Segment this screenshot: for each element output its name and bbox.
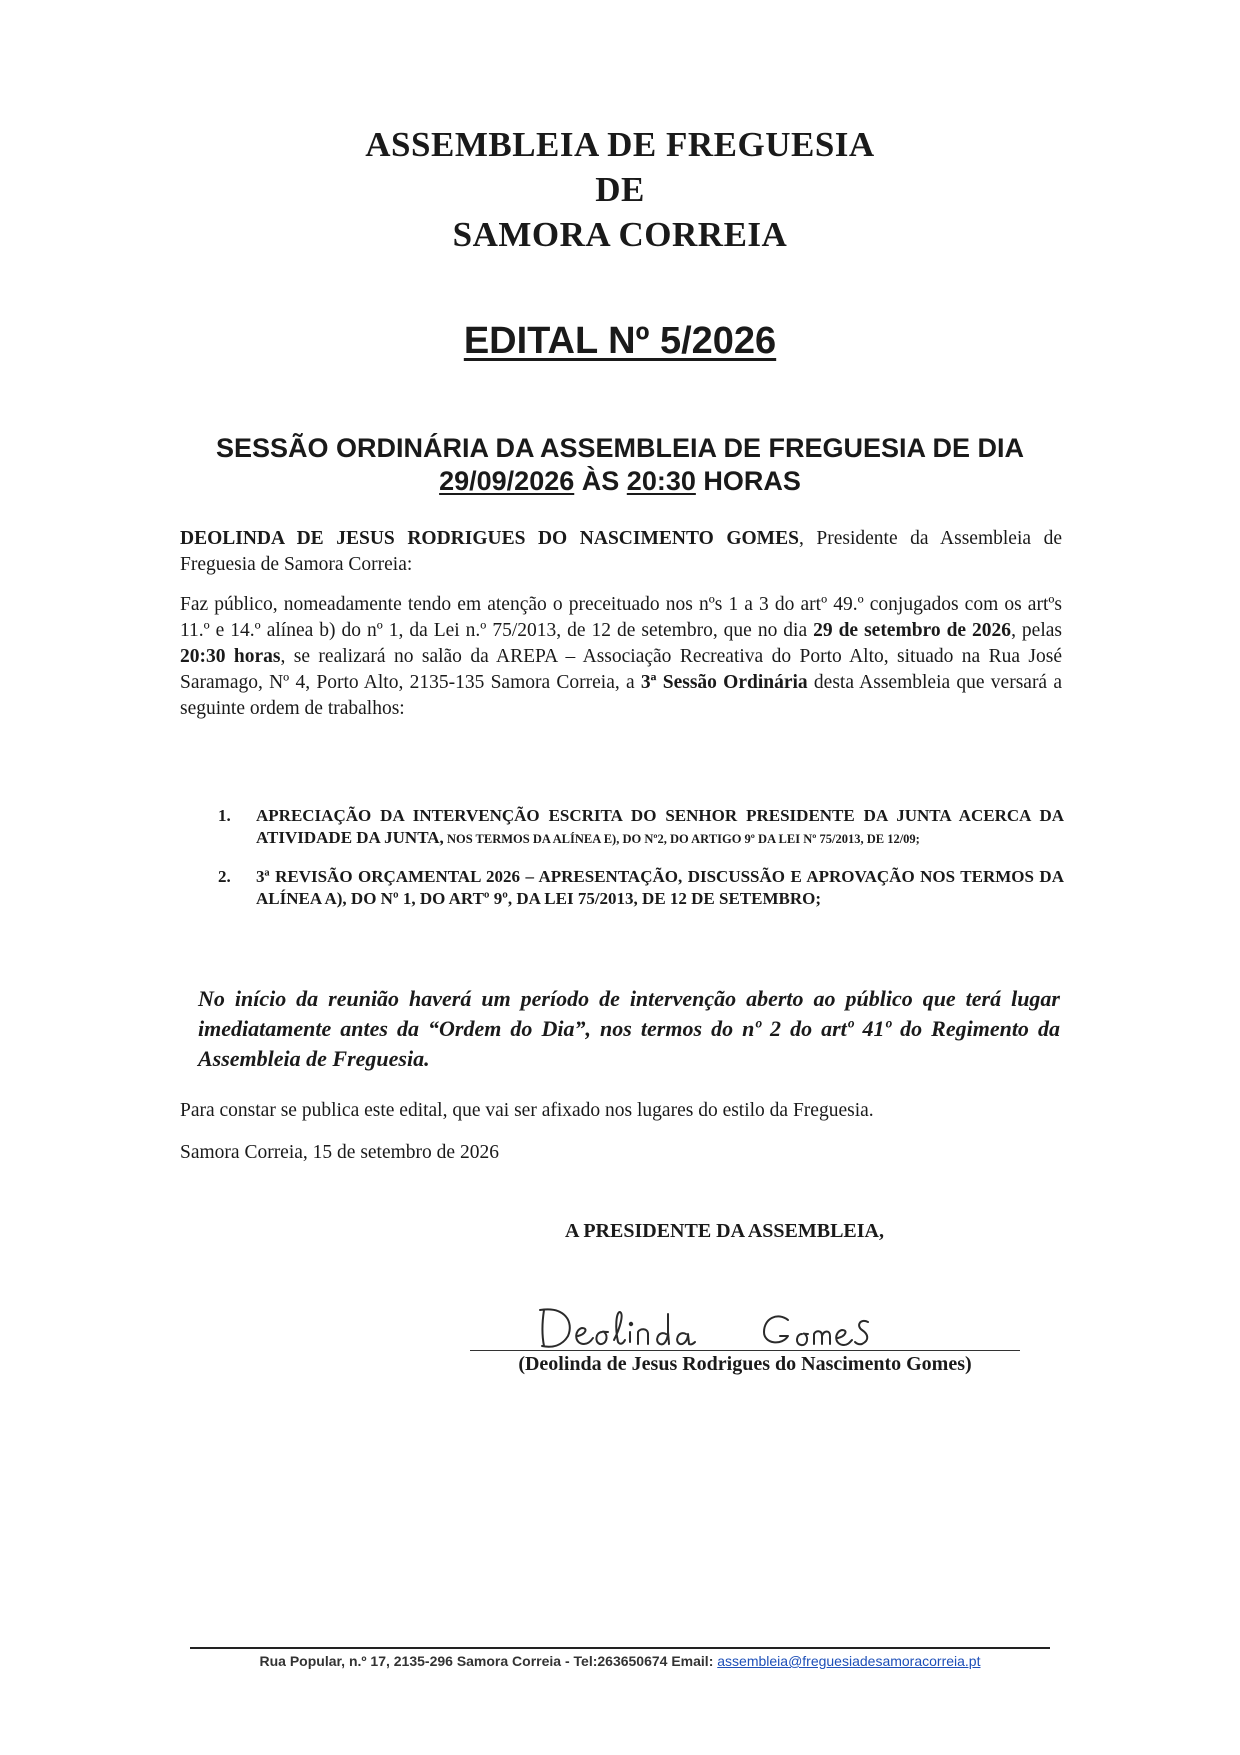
announcement-part-1: Faz público, nomeadamente tendo em atenção o preceituado nos nºs 1 a 3 do artº 49.º conjugados com os artºs 11.º e 14.º alínea b) do nº 1, da Lei n.º 75/2013, de 12 de setembro, que no dia bbox=[180, 594, 1062, 641]
header-line-3: SAMORA CORREIA bbox=[452, 215, 788, 254]
agenda-item-number: 2. bbox=[218, 867, 231, 886]
session-title bbox=[150, 432, 1090, 498]
session-title-line-2 bbox=[150, 465, 1090, 498]
publish-statement: Para constar se publica este edital, que vai ser afixado nos lugares do estilo da Freguesia. bbox=[180, 1100, 874, 1121]
footer-email-link[interactable]: assembleia@freguesiadesamoracorreia.pt bbox=[717, 1653, 981, 1669]
agenda-item bbox=[218, 805, 1064, 850]
place-and-date: Samora Correia, 15 de setembro de 2026 bbox=[180, 1142, 499, 1163]
president-name: DEOLINDA DE JESUS RODRIGUES DO NASCIMENTO GOMES bbox=[180, 528, 799, 549]
signer-name: (Deolinda de Jesus Rodrigues do Nascimento Gomes) bbox=[518, 1353, 972, 1375]
announcement-part-4: desta Assembleia que versará a seguinte ordem de trabalhos: bbox=[180, 672, 1062, 719]
footer-address: Rua Popular, n.º 17, 2135-296 Samora Correia - Tel:263650674 Email: bbox=[259, 1653, 718, 1669]
session-date: 29/09/2026 bbox=[439, 466, 575, 496]
header-line-1: ASSEMBLEIA DE FREGUESIA bbox=[365, 125, 875, 164]
signer-title: A PRESIDENTE DA ASSEMBLEIA, bbox=[565, 1220, 884, 1242]
meeting-date: 29 de setembro de 2026 bbox=[813, 620, 1012, 641]
session-time: 20:30 bbox=[626, 466, 696, 496]
document-header bbox=[0, 122, 1240, 257]
handwritten-signature bbox=[470, 1288, 1020, 1358]
president-role: , Presidente da Assembleia de Freguesia de Samora Correia: bbox=[180, 528, 1062, 575]
announcement-part-2: , pelas bbox=[1011, 620, 1062, 641]
edital-title: EDITAL Nº 5/2026 bbox=[463, 320, 777, 362]
session-as: ÀS bbox=[581, 466, 620, 496]
page-footer bbox=[190, 1653, 1050, 1669]
agenda-list bbox=[218, 805, 1064, 927]
agenda-item-reference: NOS TERMOS DA ALÍNEA E), DO Nº2, DO ARTIGO 9º DA LEI Nº 75/2013, DE 12/09; bbox=[443, 832, 920, 846]
public-intervention-notice: No início da reunião haverá um período de intervenção aberto ao público que terá lugar imediatamente antes da “Ordem do Dia”, nos termos do nº 2 do artº 41º do Regimento da Assembleia de Freguesia. bbox=[198, 986, 1060, 1071]
meeting-time: 20:30 horas bbox=[180, 646, 281, 667]
agenda-item-number: 1. bbox=[218, 806, 231, 825]
footer-divider bbox=[190, 1647, 1050, 1649]
session-title-line-1: SESSÃO ORDINÁRIA DA ASSEMBLEIA DE FREGUESIA DE DIA bbox=[215, 433, 1025, 463]
agenda-item-text: APRECIAÇÃO DA INTERVENÇÃO ESCRITA DO SENHOR PRESIDENTE DA JUNTA ACERCA DA ATIVIDADE DA JUNTA, bbox=[256, 806, 1064, 847]
announcement-part-3: , se realizará no salão da AREPA – Associação Recreativa do Porto Alto, situado na Rua José Saramago, Nº 4, Porto Alto, 2135-135 Samora Correia, a bbox=[180, 646, 1062, 693]
agenda-item bbox=[218, 866, 1064, 911]
session-hours: HORAS bbox=[703, 466, 801, 496]
agenda-item-text: 3ª REVISÃO ORÇAMENTAL 2026 – APRESENTAÇÃO, DISCUSSÃO E APROVAÇÃO NOS TERMOS DA ALÍNEA A), DO Nº 1, DO ARTº 9º, DA LEI 75/2013, DE 12 DE SETEMBRO; bbox=[256, 867, 1064, 908]
announcement-paragraph bbox=[180, 592, 1062, 722]
session-name: 3ª Sessão Ordinária bbox=[640, 672, 808, 693]
header-line-2: DE bbox=[595, 170, 645, 209]
intro-paragraph bbox=[180, 526, 1062, 578]
